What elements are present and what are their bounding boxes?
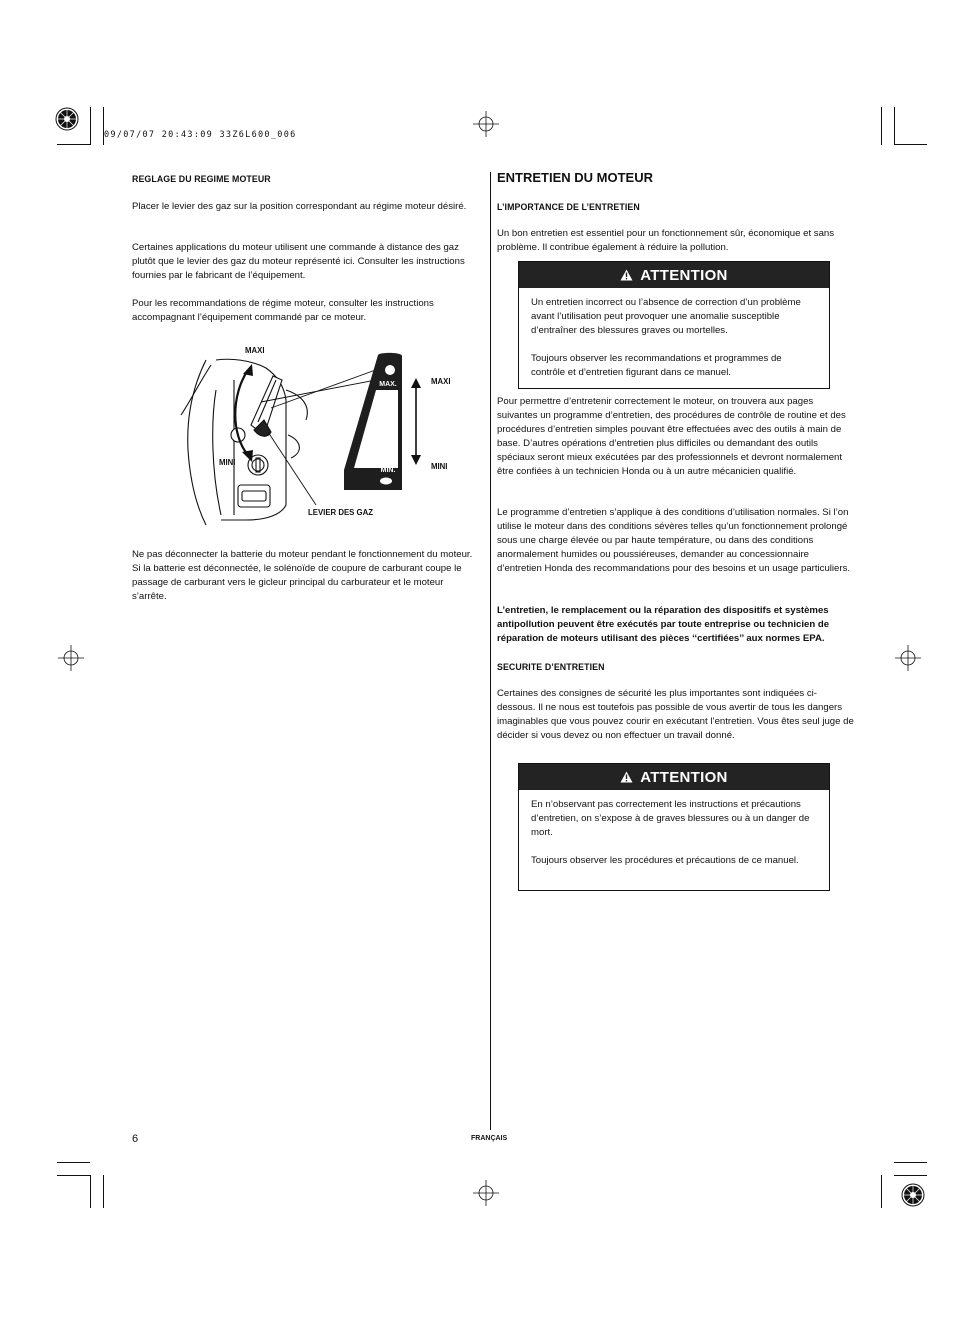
crosshair-icon xyxy=(895,645,921,671)
page-number: 6 xyxy=(132,1133,139,1145)
footer-language: FRANÇAIS xyxy=(471,1135,508,1142)
figure-label-throttle-lever: LEVIER DES GAZ xyxy=(308,508,373,517)
warning-icon xyxy=(620,771,633,783)
paragraph: Pour permettre d’entretenir correctement le moteur, on trouvera aux pages suivantes un programme d’entretien, des procédures de contrôle de routine et des procédures d’entretien simples pouvant être effectuées avec des outils à main de base. D’autres opérations d’entretien plus difficiles ou demandant des outils spéciaux seront mieux exécutées par des professionnels et devront normalement être confiées à un technicien Honda ou à un autre mécanicien qualifié. xyxy=(497,396,846,477)
attention-title: ATTENTION xyxy=(640,266,728,284)
registration-target-icon xyxy=(900,1182,926,1208)
attention-text: En n’observant pas correctement les instructions et précautions d’entretien, on s’expose à de graves blessures ou à un danger de mort. xyxy=(531,799,810,838)
figure-label-maxi: MAXI xyxy=(245,346,265,355)
engine-illustration xyxy=(176,340,466,530)
paragraph: Ne pas déconnecter la batterie du moteur pendant le fonctionnement du moteur. Si la batterie est déconnectée, le solénoïde de coupure de carburant coupe le passage de carburant vers le gicleur principal du carburateur et le moteur s’arrête. xyxy=(132,549,473,602)
attention-header xyxy=(519,764,829,790)
column-divider xyxy=(490,172,491,1130)
figure-label-mini-scale: MINI xyxy=(431,462,448,471)
attention-text: Toujours observer les procédures et précautions de ce manuel. xyxy=(531,855,799,866)
section-heading-regime: REGLAGE DU REGIME MOTEUR xyxy=(132,174,271,184)
figure-label-mini: MINI xyxy=(219,458,236,467)
decal-min-label: MIN. xyxy=(380,467,396,474)
print-code: 09/07/07 20:43:09 33Z6L600_006 xyxy=(104,130,297,140)
paragraph: Pour les recommandations de régime moteur, consulter les instructions accompagnant l’équipement commandé par ce moteur. xyxy=(132,298,434,323)
paragraph: Placer le levier des gaz sur la position correspondant au régime moteur désiré. xyxy=(132,201,467,212)
paragraph: Un bon entretien est essentiel pour un fonctionnement sûr, économique et sans problème. Il contribue également à réduire la pollution. xyxy=(497,228,835,253)
paragraph-bold: L’entretien, le remplacement ou la réparation des dispositifs et systèmes antipollution peuvent être exécutés par toute entreprise ou technicien de réparation de moteurs utilisant des pièces ‘‘certifiées’’ aux normes EPA. xyxy=(497,605,830,644)
attention-text: Un entretien incorrect ou l’absence de correction d’un problème avant l’utilisation peut provoquer une anomalie susceptible d’entraîner des blessures graves ou mortelles. xyxy=(531,297,801,336)
attention-text: Toujours observer les recommandations et programmes de contrôle et d’entretien figurant dans ce manuel. xyxy=(531,353,782,378)
crosshair-icon xyxy=(473,111,499,137)
subheading-securite: SECURITE D’ENTRETIEN xyxy=(497,662,605,672)
attention-header xyxy=(519,262,829,288)
paragraph: Certaines applications du moteur utilisent une commande à distance des gaz plutôt que le levier des gaz du moteur représenté ici. Consulter les instructions fournies par le fabricant de l’équipement. xyxy=(132,242,465,281)
figure-label-maxi-scale: MAXI xyxy=(431,377,451,386)
paragraph: Certaines des consignes de sécurité les plus importantes sont indiquées ci-dessous. Il ne nous est toutefois pas possible de vous avertir de tous les dangers imaginables que vous pouvez courir en exécutant l’entretien. Vous êtes seul juge de décider si vous devez ou non effectuer un travail donné. xyxy=(497,688,854,741)
crosshair-icon xyxy=(473,1180,499,1206)
decal-max-label: MAX. xyxy=(379,381,397,388)
attention-title: ATTENTION xyxy=(640,768,728,786)
registration-target-icon xyxy=(54,106,80,132)
section-heading-entretien: ENTRETIEN DU MOTEUR xyxy=(497,170,653,185)
warning-icon xyxy=(620,269,633,281)
attention-box xyxy=(518,261,830,389)
attention-box xyxy=(518,763,830,891)
throttle-lever-figure xyxy=(176,340,466,530)
paragraph: Le programme d’entretien s’applique à des conditions d’utilisation normales. Si l’on utilise le moteur dans des conditions sévères telles qu’un fonctionnement prolongé sous une charge élevée ou par haute température, ou dans des conditions anormalement humides ou poussiéreuses, demander au concessionnaire d’entretien Honda des recommandations pour des besoins et un usage particuliers. xyxy=(497,507,851,574)
subheading-importance: L’IMPORTANCE DE L’ENTRETIEN xyxy=(497,202,640,212)
crosshair-icon xyxy=(58,645,84,671)
